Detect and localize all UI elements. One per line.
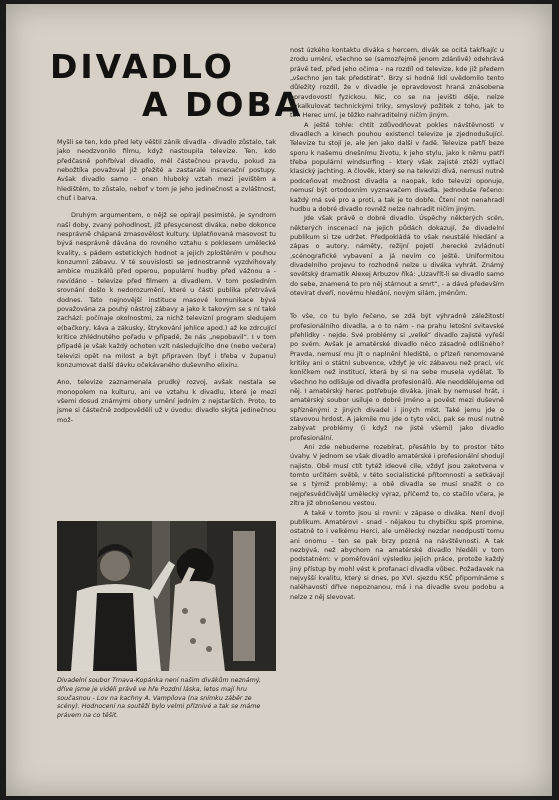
left-column xyxy=(57,138,276,518)
paragraph: A ještě tohle: chtít zdůvodňovat pokles návštěvnosti v divadlech a kinech pouhou existencí televize je zjednodušující. Televize tu stojí je, ale jen jako další v řadě. Televize patří beze sporu k našemu dnešnímu životu, k jeho stylu, jako k němu patří třeba populární windsurfing - který však zajisté ztěží vytlačí klasický jachting. A člověk, který se na televizi dívá, nemusí nutně podceňovat možnost divadla a naopak, kdo televizi oponuje, nemusí být ortodoxním vyznavačem divadla. Jednoduše řečeno: každý má své pro a proti, a tak je to dobře. Čtení not nenahradí hudbu a dobré divadlo rovněž nelze nahradit ničím jiným. xyxy=(290,120,504,213)
paragraph: Druhým argumentem, o nějž se opírají pesimisté, je syndrom naší doby, zvaný pohodlnost, jíž přesycenost diváka, nebo dokonce nesprávně chápaná zmasovělost kultury. Uplatňovaná masovost tu bývá nesprávně dávána do rovného vztahu s poklesem umělecké kvality, s pádem estetických hodnot a jejich zploštěním v pouhou konzumní zábavu. V té souvislosti se jednostranně vyzdvihovaly ambice muzikálů před operou, populární hudby před vážnou a - nevídáno - televize před filmem a divadlem. V tom posledním srovnání došlo k nedorozumění, které u části publika přetrvává dodnes. Tato nejnovější instituce masové komunikace bývá považována za pouhý nástroj zábavy a jako k takovým se s ní také zachází: počínaje okolnostmi, za nichž televizní program sledujem e(bačkory, káva a zákusky, štrykování jehlice apod.) až ke zdrcující kritice zhlédnutého pořadu v případě, že nás „nepobavil“. I v tom případě je však každý ochoten vzít následujícího dne (nebo večera) televizi opět na milost a být připraven (byť i třeba v županu) konzumovat další dávku očekávaného duševního elixíru. xyxy=(57,211,276,369)
paragraph: Ani zde nebudeme rozebírat, přesáhlo by to prostor této úvahy. V jednom se však divadlo amatérské i profesionální shodují najisto. Obě musí ctít tytéž ideové cíle, vždyť jsou zakotvena v tomto určitém světě, v této socialistické přítomnosti a setkávají se s týmiž problémy; a obě divadla se musí snažit o co nejpřesvědčivější umělecký výraz, přičemž to, co stačilo včera, je zítra již obnošenou vestou. xyxy=(290,443,504,508)
magazine-page xyxy=(6,4,552,796)
paragraph: A také v tomto jsou si rovni: v zápase o diváka. Není dvojí publikum. Amatérovi - snad - nějakou tu chybičku spíš promine, ostatně to i velkému Herci, ale umělecký nezdar neodpustí tomu ani onomu - ten se pak brzy pozná na návštěvnosti. A tak nezbývá, než abychom na amatérské divadlo hleděli v tom podstatném: v poměřování výsledku jejich práce, protože každý jiný přístup by mohl vést k profanaci divadla vůbec. Požadavek na nejvyšší kvalitu, který si dnes, po XVI. sjezdu KSČ připomínáme s naléhavostí dříve nepoznanou, má i na divadle svou podobu a nelze z něj slevovat. xyxy=(290,508,504,601)
paragraph: To vše, co tu bylo řečeno, se zdá být výhradně záležitostí profesionálního divadla, a o to nám - na prahu letošní svitavské přehlídky - nejde. Své problémy si „velké“ divadlo zajisté vyřeší po svém. Avšak je amatérské divadlo něco zásadně odlišného? Pravda, nemusí mu jít o naplnění hlediště, o přízeň renomované kritiky ani o státní subvence, vždyť je víc zábavou než prací, víc koníčkem než institucí, která by si na sebe musela vydělat. To všechno ho odlišuje od divadla profesionálů. Ale neoddělujeme od něj. I amatérský herec potřebuje diváka, jinak by nemusel hrát, i amatérský soubor usiluje o dobré jméno a pověst mezi duševně spřízněnými z jiných divadel i jiných míst. Také jemu jde o stavovou hrdost. A jakmile mu jde o tyto věci, pak se musí nutně zabývat problémy (i když ne jisté všemi) jako divadlo profesionální. xyxy=(290,312,504,442)
paragraph: nost úzkého kontaktu diváka s hercem, divák se ocitá takřkajíc u zrodu umění, všechno se (samozřejmě jenom zdánlivě) odehrává právě teď, před jeho očima - na rozdíl od televize, kde již předem „všechno jen tak předstírat“. Brzy si hodně lidí uvědomilo tento důležitý rozdíl, že v divadle je opravdovost hraná znásobena opravdovostí fyzickou. Nic, co se na jevišti děje, nelze vykalkulovat technickými triky, smyslový požitek z toho, jak to ten Herec umí, je těžko nahraditelný ničím jiným. xyxy=(290,46,504,120)
title-line-2: A DOBA xyxy=(142,85,304,124)
article-title xyxy=(50,48,303,124)
paragraph: Ano, televize zaznamenala prudký rozvoj, avšak nestala se monopolem na kulturu, ani ve vztahu k divadlu, které je mezi všemi dosud známými obory umění jedním z nejstarších. Proto, to jsme si částečně zodpověděli už v úvodu: divadlo skýtá jedinečnou mož- xyxy=(57,378,276,424)
title-line-1: DIVADLO xyxy=(50,47,235,86)
paragraph-text: Myšli se ten, kdo před lety věštil zánik divadla - divadlo zůstalo, tak jako neodzvonilo filmu, když nastoupila televize. Ten, kdo předčasně pohřbíval divadlo, měl částečnou pravdu, pokud za nebožtíka považoval již přežité a zastaralé inscenační postupy. Avšak divadlo samo - onen hluboký vztah mezi jevištěm a hledištěm, to zůstalo, nebof v tom je jeho jedinečnost a zvláštnost, chuť i barva. xyxy=(57,138,276,203)
theatre-scene-photo xyxy=(57,521,276,671)
paragraph: Jde však právě o dobré divadlo. Úspěchy některých scén, některých inscenací na jejich půdách dokazují, že divadelní publikum si tze udržet. Předpokládá to však neustálé hledání a zápas o autory, náměty, režijní pojetí ,herecké zvládnutí ,scénografické vybavení a já nevím co ještě. Uniformitou divadelního projevu to rozhodně nelze u diváka vyhrát. Známý sovětský dramatik Alexej Arbuzov říká: „Uzavřít-li se divadlo samo do sebe, znamená to pro něj stárnout a smrt“, - a dává především otevírat dveří, novému hledání, novým silám, jménům. xyxy=(290,214,504,297)
photo-caption: Divadelní soubor Trnava-Kopánka není našim divákům neznámý, dříve jsme je viděli právě ve hře Pozdní láska, letos mají hru současnou - Lov na kachny A. Vampilova (na snímku záběr ze scény). Hodnocení na soutěži bylo velmi příznivé a tak se máme právem na co těšit. xyxy=(57,677,261,720)
photo-image xyxy=(57,521,276,671)
paragraph xyxy=(57,138,276,203)
middle-column xyxy=(290,46,504,776)
